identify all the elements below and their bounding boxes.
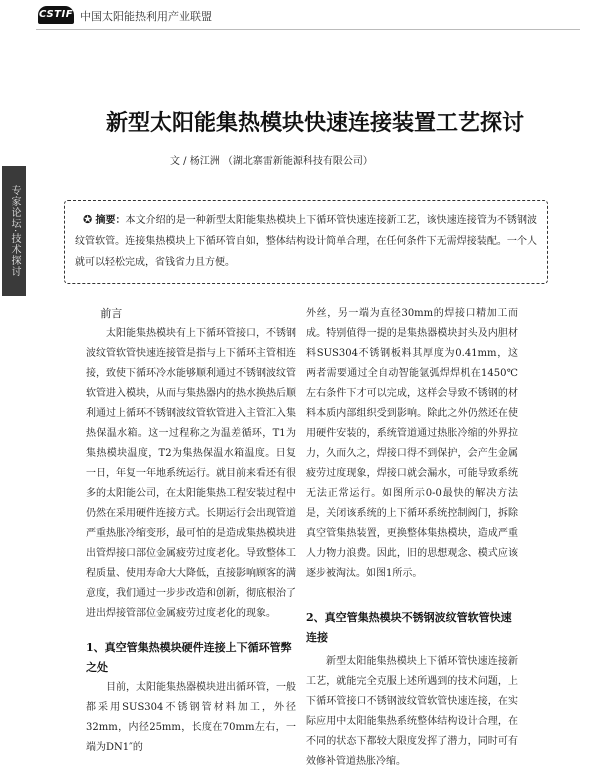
left-column xyxy=(86,304,296,758)
section1-paragraph: 目前，太阳能集热器模块进出循环管，一般都采用SUS304不锈钢管材料加工，外径32mm，内径25mm，长度在70mm左右，一端为DN1″的 xyxy=(86,682,296,753)
header-divider xyxy=(36,29,580,30)
section2-paragraph: 新型太阳能集热模块上下循环管快速连接新工艺，就能完全克服上述所遇到的技术问题，上下循环管接口不锈钢波纹管软管快速连接，在实际应用中太阳能集热系统整体结构设计合理，在不同的状态下都较大限度发挥了潜力，同时可有效修补管道热胀冷缩。 xyxy=(306,656,518,767)
article-author: 文 / 杨江洲 （湖北寨雷新能源科技有限公司） xyxy=(170,156,373,167)
intro-heading: 前言 xyxy=(100,307,123,320)
abstract-text xyxy=(75,209,537,273)
section-side-tab: 专家论坛·技术探讨 xyxy=(2,166,26,296)
abstract-label: 摘要： xyxy=(95,215,126,226)
organization-name: 中国太阳能热利用产业联盟 xyxy=(80,10,212,23)
abstract-bullet-icon: ✪ xyxy=(83,213,93,226)
section2-heading: 2、真空管集热模块不锈钢波纹管软管快速连接 xyxy=(306,611,512,644)
abstract-body: 本文介绍的是一种新型太阳能集热模块上下循环管快速连接新工艺，该快速连接管为不锈钢波纹管软管。连接集热模块上下循环管自如，整体结构设计简单合理，在任何条件下无需焊接装配。一个人就可以轻松完成，省钱省力且方便。 xyxy=(75,215,537,268)
abstract-box xyxy=(64,200,548,284)
right-paragraph: 外丝，另一端为直径30mm的焊接口精加工而成。特别值得一提的是集热器模块封头及内胆材料SUS304不锈钢板料其厚度为0.41mm，这两者需要通过全自动智能氩弧焊焊机在1450℃左右条件下才可以完成，这样会导致不锈钢的材料本质内部组织受到影响。除此之外仍然还在使用硬件安装的，系统管道通过热胀冷缩的外界拉力，久而久之，焊接口得不到保护，会产生金属疲劳过度现象，焊接口就会漏水，可能导致系统无法正常运行。如图所示0-0最快的解决方法是，关闭该系统的上下循环系统控制阀门，拆除真空管集热装置，更换整体集热模块，造成严重人力物力浪费。因此，旧的思想观念、模式应该逐步被淘汰。如图1所示。 xyxy=(306,308,518,579)
section1-heading: 1、真空管集热模块硬件连接上下循环管弊之处 xyxy=(86,641,292,674)
page-header xyxy=(0,0,600,30)
article-title: 新型太阳能集热模块快速连接装置工艺探讨 xyxy=(105,110,524,136)
logo: CSTIF xyxy=(38,6,74,24)
intro-paragraph: 太阳能集热模块有上下循环管接口，不锈钢波纹管软管快速连接管是指与上下循环主管相连接，致使下循环冷水能够顺利通过不锈钢波纹管软管进入模块，从而与集热器内的热水换热后顺利通过上循环不锈钢波纹管软管进入主管汇入集热保温水箱。这一过程称之为温差循环，T1为集热模块温度，T2为集热保温水箱温度。日复一日，年复一年地系统运行。就目前来看还有很多的太阳能公司，在太阳能集热工程安装过程中仍然在采用硬件连接方式。长期运行会出现管道严重热胀冷缩变形，最可怕的是造成集热模块进出管焊接口部位金属疲劳过度老化。导致整体工程质量、使用寿命大大降低，直接影响顾客的满意度，我们通过一步步改造和创新，彻底根治了进出焊接管部位金属疲劳过度老化的现象。 xyxy=(86,328,296,619)
right-column xyxy=(306,304,518,772)
